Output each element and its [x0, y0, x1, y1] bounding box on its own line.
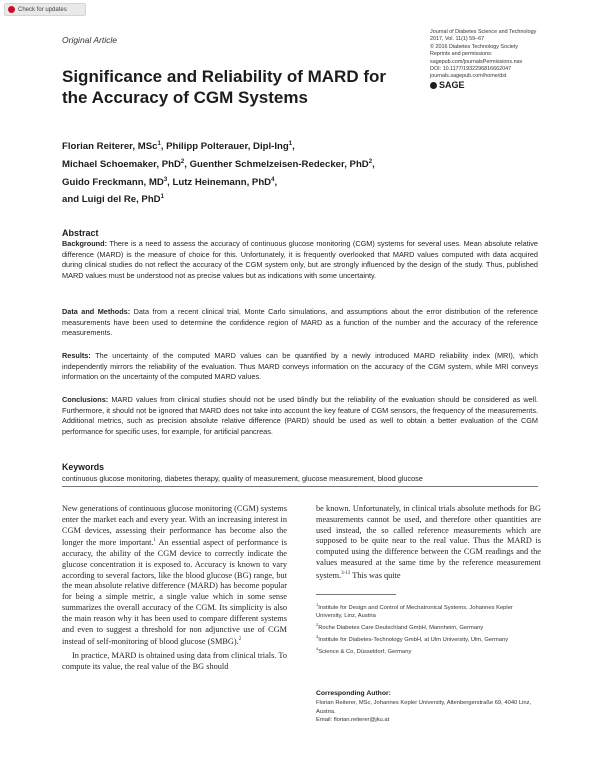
abstract-methods	[62, 307, 538, 339]
author: Lutz Heinemann, PhD	[172, 176, 272, 188]
abstract-results	[62, 351, 538, 383]
footnote-divider	[316, 594, 396, 595]
body-paragraph: In practice, MARD is obtained using data from clinical trials. To compute its value, the real value of the BG should	[62, 650, 287, 671]
body-text: This was quite	[350, 570, 401, 580]
citation: 3-13	[341, 570, 351, 576]
author: Florian Reiterer, MSc	[62, 141, 158, 153]
body-column-left	[62, 504, 287, 672]
author: and Luigi del Re, PhD	[62, 194, 161, 206]
abstract-results-label: Results:	[62, 351, 91, 360]
affiliation-number: 1	[316, 602, 319, 607]
author-affiliation: 1	[157, 141, 161, 147]
journal-line: Journal of Diabetes Science and Technology	[430, 29, 537, 35]
corresponding-author-email[interactable]: Email: florian.reiterer@jku.at	[316, 717, 390, 724]
affiliations	[316, 601, 541, 657]
abstract-background-label: Background:	[62, 239, 107, 248]
affiliation-item	[316, 601, 541, 621]
sage-logo-text: SAGE	[439, 79, 465, 90]
affiliation-text: Science & Co, Düsseldorf, Germany	[318, 648, 412, 655]
sage-logo-icon	[430, 82, 437, 89]
author-affiliation: 2	[180, 158, 185, 165]
journal-line: © 2016 Diabetes Technology Society	[430, 43, 519, 50]
journal-info	[430, 29, 580, 89]
crossmark-icon	[8, 6, 15, 13]
sage-logo	[430, 79, 580, 90]
author-affiliation: 4	[271, 176, 275, 183]
author-affiliation: 2	[368, 158, 373, 165]
affiliation-number: 4	[316, 645, 319, 651]
author: Philipp Polterauer, Dipl-Ing	[166, 141, 289, 153]
body-column-right	[316, 504, 541, 581]
affiliation-text: Institute for Diabetes-Technology GmbH, at Ulm University, Ulm, Germany	[318, 636, 509, 643]
paper-title: Significance and Reliability of MARD for the Accuracy of CGM Systems	[62, 67, 386, 107]
abstract-conclusions-label: Conclusions:	[62, 395, 109, 404]
keywords-heading: Keywords	[62, 462, 105, 472]
article-type: Original Article	[62, 35, 117, 45]
body-paragraph	[62, 504, 287, 648]
body-paragraph	[316, 504, 541, 581]
abstract-background-text: There is a need to assess the accuracy of continuous glucose monitoring (CGM) systems for several uses. Mean absolute relative difference (MARD) is the measure of choice for this. Unfortunately, it is frequently overlooked that MARD values computed with data acquired during clinical studies do not reflect the accuracy of the CGM system only, but are strongly influenced by the design of the study. Thus, published MARD values must be understood not as precise values but as indications with some uncertainty.	[62, 239, 538, 280]
corresponding-author-heading: Corresponding Author:	[316, 690, 391, 697]
journal-line: DOI: 10.1177/1932296816662047	[430, 66, 512, 73]
affiliation-text: Roche Diabetes Care Deutschland GmbH, Mannheim, Germany	[318, 625, 484, 632]
author: Michael Schoemaker, PhD	[62, 158, 181, 170]
journal-line: journals.sagepub.com/home/dst	[430, 73, 507, 80]
author-separator: ,	[372, 158, 375, 170]
abstract-background	[62, 239, 538, 281]
corresponding-author	[316, 690, 541, 725]
author-list	[62, 137, 522, 208]
abstract-methods-label: Data and Methods:	[62, 307, 131, 316]
body-text: New generations of continuous glucose monitoring (CGM) systems enter the market each and every year. With an increasing interest in CGM devices, assessing their performance has become also the longer the more important.	[62, 504, 287, 548]
author-separator: ,	[184, 158, 190, 170]
corresponding-author-address: Florian Reiterer, MSc, Johannes Kepler University, Altenbergerstraße 69, 4040 Linz, Austria.	[316, 700, 532, 715]
author-affiliation: 3	[163, 176, 168, 183]
check-for-updates-badge[interactable]	[4, 3, 86, 16]
author: Guido Freckmann, MD	[62, 176, 164, 188]
author-separator: ,	[167, 176, 173, 188]
journal-line: 2017, Vol. 11(1) 59–67	[430, 36, 485, 43]
affiliation-item	[316, 621, 541, 632]
abstract-methods-text: Data from a recent clinical trial, Monte Carlo simulations, and assumptions about the error distribution of the reference measurements have been used to determine the confidence region of MARD as a function of the number and the accuracy of the reference measurements.	[62, 307, 538, 338]
affiliation-number: 2	[316, 622, 319, 628]
affiliation-item	[316, 645, 541, 656]
citation: 1	[153, 538, 157, 544]
author-affiliation: 1	[160, 194, 164, 201]
abstract-conclusions	[62, 395, 538, 437]
journal-line: Reprints and permissions:	[430, 51, 493, 58]
abstract-conclusions-text: MARD values from clinical studies should not be used blindly but the reliability of the evaluation should be considered as well. Furthermore, it should not be ignored that MARD does not take into account the key feature of CGM sensors, the frequency of the measurements. Additional metrics, such as precision absolute relative difference (PARD) should be used as well to obtain a better evaluation of the CGM performance for specific uses, for example, for artificial pancreas.	[62, 395, 538, 436]
check-for-updates-label: Check for updates	[18, 6, 67, 13]
citation: 2	[238, 637, 242, 643]
section-divider	[62, 486, 538, 487]
keywords-text: continuous glucose monitoring, diabetes therapy, quality of measurement, glucose measurement, blood glucose	[62, 474, 423, 483]
author-separator: ,	[292, 141, 295, 153]
author-affiliation: 1	[288, 141, 293, 147]
abstract-heading: Abstract	[62, 228, 99, 238]
affiliation-item	[316, 633, 541, 644]
journal-line: sagepub.com/journalsPermissions.nav	[430, 58, 523, 65]
abstract-results-text: The uncertainty of the computed MARD values can be quantified by a newly introduced MARD reliability index (MRI), which independently mirrors the reliability of the evaluation. Thus MARD conveys information on the accuracy of the CGM system, while MRI conveys information on the uncertainty of the computed MARD values.	[62, 351, 538, 382]
author: Guenther Schmelzeisen-Redecker, PhD	[189, 158, 369, 170]
affiliation-number: 3	[316, 634, 319, 640]
affiliation-text: Institute for Design and Control of Mechatronical Systems, Johannes Kepler University, Linz, Austria	[316, 604, 513, 620]
author-separator: ,	[274, 176, 278, 188]
body-text: be known. Unfortunately, in clinical trials absolute methods for BG measurements cannot be used, and therefore other quantities are used instead, the so called reference measurements which are supposed to be quite near to the real value. Thus the MARD is computed using the difference between the CGM readings and the values measured at the same time by the reference measurement system.	[316, 504, 541, 580]
author-separator: ,	[160, 141, 167, 153]
body-text: An essential aspect of performance is accuracy, the ability of the CGM device to correctly indicate the glucose concentration it is exposed to. Accuracy is known to vary according to several factors, like the blood glucose (BG) range, but the mean absolute relative difference (MARD) has become popular for being a simple metric, a single value which in some sense summarizes the overall accuracy of the CGM. Its simplicity is also the main reason why it has been used to compare different systems and even to suggest a threshold for non adjunctive use of CGM instead of self-monitoring of blood glucose (SMBG).	[62, 538, 287, 647]
